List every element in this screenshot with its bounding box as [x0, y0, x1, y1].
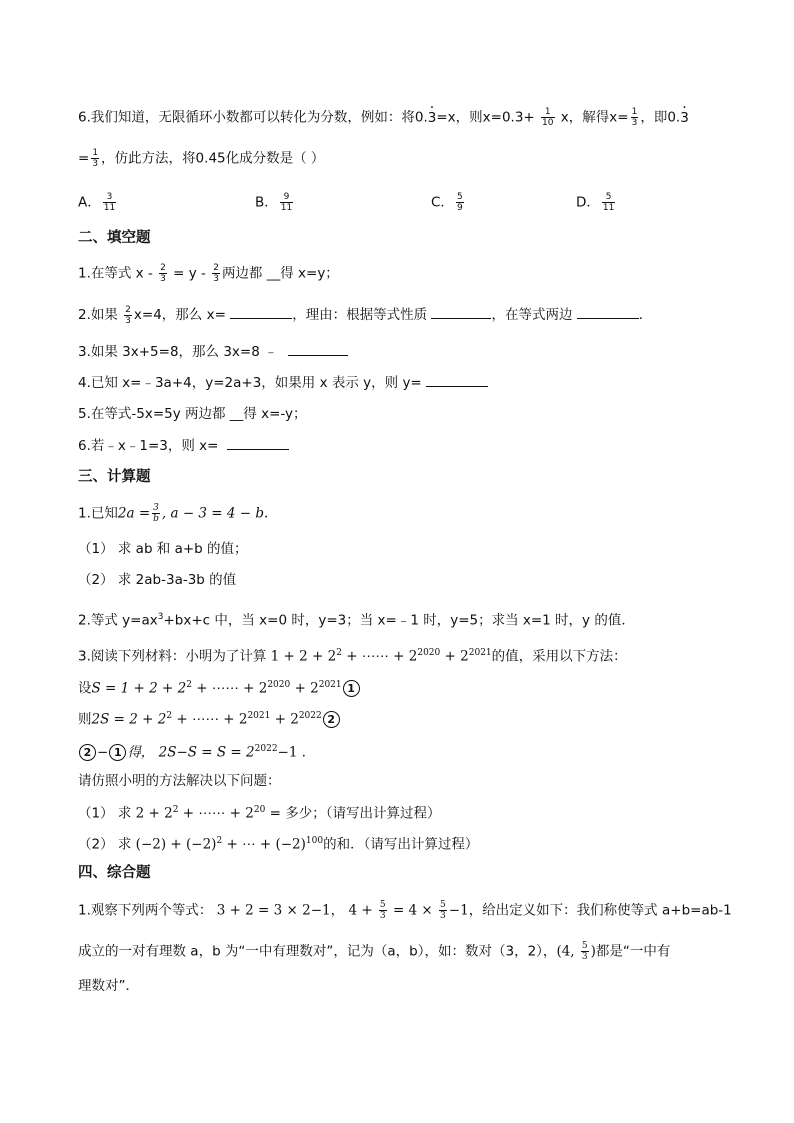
comp-2-pair-b: ) — [590, 943, 596, 960]
comp-1-eq-1: 3 + 2 = 3 × 2−1 — [216, 902, 331, 919]
option-d[interactable] — [576, 192, 617, 213]
q6-question: 化成分数是（ ） — [225, 150, 325, 167]
calc-1-math-b: , a − 3 = 4 − b. — [161, 505, 269, 522]
fill-2-text-d: ，在等式两边 — [491, 307, 573, 323]
fill-question-4 — [78, 372, 488, 393]
exp-20: 20 — [253, 805, 266, 815]
calc-3-math-a: 1 + 2 + 2 — [270, 648, 337, 665]
answer-blank[interactable] — [431, 304, 491, 319]
recurring-digit-2: · 3 — [680, 108, 689, 128]
option-b-fraction: $\frac{9}{11}$ — [280, 192, 293, 213]
fill-3-text: 3.如果 3x+5=8，那么 3x=8 ﹣ — [78, 344, 278, 360]
calc-1-text-a: 1.已知 — [78, 505, 118, 522]
q6-decimal: 45 — [208, 150, 226, 167]
part-1-math-b: + ⋯⋯ + 2 — [178, 805, 254, 822]
comp-2-text-a: 成立的一对有理数 a，b 为“一中有理数对”，记为（a，b），如：数对（3，2）， — [78, 943, 557, 960]
option-c[interactable] — [431, 192, 466, 213]
answer-blank[interactable] — [426, 372, 488, 387]
part-2-label: （2） 求 — [78, 836, 136, 853]
fill-2-text-c: ，理由：根据等式性质 — [292, 307, 428, 323]
fill-question-5 — [78, 404, 307, 424]
section-heading-fill-blank: 二、填空题 — [78, 230, 151, 246]
part-1-math-a: 2 + 2 — [135, 805, 173, 822]
option-c-label: C． — [431, 194, 454, 211]
calc-question-3 — [78, 643, 627, 667]
calc-1-frac: $\frac{3}{b}$ — [153, 503, 159, 524]
comp-1-frac-a: $\frac{5}{3}$ — [379, 900, 386, 921]
derivation-line-3 — [78, 739, 315, 763]
exp-2: 2 — [336, 648, 342, 658]
fill-question-1 — [78, 263, 339, 284]
derivation-line-2 — [78, 706, 341, 730]
deriv-2-math-c: + 2 — [270, 711, 299, 728]
part-2-math-a: (−2) + (−2) — [135, 836, 217, 853]
option-a[interactable] — [78, 192, 118, 213]
calc-3-math-b: + ⋯⋯ + 2 — [341, 648, 418, 665]
deriv-2-label: 则 — [78, 711, 92, 728]
comp-2-frac: $\frac{5}{3}$ — [581, 941, 588, 962]
part-2-text: 的和．（请写出计算过程） — [323, 836, 479, 853]
fill-2-frac: $\frac{2}{3}$ — [125, 304, 131, 326]
exp-2022: 2022 — [254, 744, 278, 754]
q6-text-f: ，仿此方法，将0. — [101, 150, 209, 167]
fill-1-text-c: 两边都 __得 x=y； — [221, 265, 339, 282]
fill-6-text: 6.若﹣x﹣1=3，则 x= — [78, 438, 219, 454]
part-1-label: （1） 求 — [78, 805, 136, 822]
calc-1-math-a: 2a = — [117, 505, 151, 522]
answer-blank[interactable] — [227, 435, 289, 450]
calc-2-exponent: 3 — [157, 612, 164, 622]
q6-line-2 — [78, 148, 324, 169]
fill-1-text-b: = y - — [168, 265, 211, 282]
recurring-digit: · 3 — [428, 108, 437, 128]
comp-2-text-d: 都是“一中有 — [595, 943, 671, 960]
exp-2022: 2022 — [298, 711, 322, 721]
comp-1-eq-2-a: 4 + — [348, 902, 377, 919]
q6-line-1 — [78, 107, 689, 128]
calc-3-text-a: 3.阅读下列材料：小明为了计算 — [78, 648, 271, 665]
comp-1-text-g: ，给出定义如下：我们称使等式 a+b=ab-1 — [468, 902, 732, 919]
comp-question-1-line-1 — [78, 900, 732, 921]
q6-text-d: x，解得x= — [560, 109, 629, 126]
option-b-label: B． — [255, 194, 278, 211]
section-heading-comprehensive: 四、综合题 — [78, 865, 151, 881]
comp-1-eq-2-c: −1 — [448, 902, 469, 919]
calc-3-part-2 — [78, 831, 478, 855]
answer-blank[interactable] — [230, 304, 292, 319]
fill-question-2 — [78, 304, 652, 326]
deriv-2-math-a: 2S = 2 + 2 — [91, 711, 167, 728]
calc-2-text-a: 2.等式 y=ax — [78, 612, 158, 629]
fill-question-6 — [78, 435, 289, 456]
fill-1-frac-b: $\frac{2}{3}$ — [213, 263, 219, 284]
q6-text-e: ，即0. — [640, 109, 681, 126]
calc-question-1 — [78, 503, 268, 524]
calc-1-part-2: （2） 求 2ab-3a-3b 的值 — [78, 572, 237, 588]
comp-1-comma: ， — [330, 902, 345, 919]
circled-one: 1 — [109, 744, 126, 761]
calc-1-part-1: （1） 求 ab 和 a+b 的值； — [78, 541, 248, 557]
calc-question-2 — [78, 607, 635, 631]
comp-1-text-a: 1.观察下列两个等式： — [78, 902, 213, 919]
calc-3-part-1 — [78, 800, 440, 824]
deriv-3-math-b: −1 — [277, 744, 298, 761]
exp-2020: 2020 — [417, 648, 441, 658]
calc-2-text-b: +bx+c 中，当 x=0 时，y=3；当 x=﹣1 时，y=5；求当 x=1 时，y 的值． — [163, 612, 635, 629]
q6-text-a: 6.我们知道，无限循环小数都可以转化为分数，例如：将0. — [78, 109, 428, 126]
exp-2: 2 — [166, 711, 173, 721]
exp-2: 2 — [186, 680, 192, 690]
fraction-one-tenth: $\frac{1}{10}$ — [542, 107, 554, 128]
comp-2-pair-a: (4, — [556, 943, 579, 960]
q6-text-c: =x，则x=0.3+ — [436, 109, 535, 126]
derivation-line-1 — [78, 675, 361, 699]
calc-3-math-c: + 2 — [440, 648, 469, 665]
section-heading-calculation: 三、计算题 — [78, 469, 151, 485]
deriv-1-math-c: + 2 — [290, 680, 319, 697]
comp-question-1-line-2 — [78, 941, 670, 962]
option-b[interactable] — [255, 192, 295, 213]
deriv-1-label: 设 — [78, 680, 92, 697]
answer-blank[interactable] — [577, 304, 639, 319]
option-d-label: D． — [576, 194, 600, 211]
circled-two: 2 — [79, 744, 96, 761]
exp-2021: 2021 — [318, 680, 342, 690]
instruction-text: 请仿照小明的方法解决以下问题： — [78, 773, 281, 789]
deriv-3-end: ． — [297, 744, 316, 761]
fill-question-3 — [78, 341, 348, 362]
deriv-1-math-a: S = 1 + 2 + 2 — [91, 680, 187, 697]
option-d-fraction: $\frac{5}{11}$ — [602, 192, 615, 213]
comp-1-frac-b: $\frac{5}{3}$ — [440, 900, 446, 921]
fill-2-text-a: 2.如果 — [78, 307, 123, 323]
fraction-one-third-2: $\frac{1}{3}$ — [92, 148, 99, 169]
answer-blank[interactable] — [288, 341, 348, 356]
option-a-label: A． — [78, 194, 101, 211]
comp-question-1-line-3: 理数对”． — [78, 978, 139, 994]
exp-2021: 2021 — [247, 711, 271, 721]
exp-100: 100 — [305, 836, 324, 846]
deriv-3-math-a: 得， 2S−S = S = 2 — [127, 744, 255, 761]
fill-1-text-a: 1.在等式 x - — [78, 265, 158, 282]
q6-equals: = — [78, 150, 90, 167]
fill-4-text: 4.已知 x=﹣3a+4，y=2a+3，如果用 x 表示 y，则 y= — [78, 375, 422, 391]
deriv-1-math-b: + ⋯⋯ + 2 — [191, 680, 268, 697]
exp-2: 2 — [172, 805, 179, 815]
fill-5-text: 5.在等式-5x=5y 两边都 __得 x=-y； — [78, 406, 307, 422]
option-c-fraction: $\frac{5}{9}$ — [456, 192, 463, 213]
fill-1-frac-a: $\frac{2}{3}$ — [160, 263, 166, 284]
fraction-one-third: $\frac{1}{3}$ — [631, 107, 638, 128]
comp-1-eq-2-b: = 4 × — [388, 902, 438, 919]
exp-2: 2 — [216, 836, 223, 846]
circled-two: 2 — [323, 711, 340, 728]
calc-3-text-e: 的值，采用以下方法： — [491, 648, 627, 665]
exp-2020: 2020 — [267, 680, 291, 690]
part-1-text: = 多少；（请写出计算过程） — [265, 805, 441, 822]
fill-2-text-e: ． — [638, 307, 653, 323]
exp-2021: 2021 — [468, 648, 492, 658]
deriv-3-minus: − — [97, 744, 109, 761]
fill-2-text-b: x=4，那么 x= — [133, 307, 226, 323]
option-a-fraction: $\frac{3}{11}$ — [103, 192, 116, 213]
circled-one: 1 — [343, 680, 360, 697]
part-2-math-b: + ⋯ + (−2) — [222, 836, 306, 853]
deriv-2-math-b: + ⋯⋯ + 2 — [172, 711, 248, 728]
